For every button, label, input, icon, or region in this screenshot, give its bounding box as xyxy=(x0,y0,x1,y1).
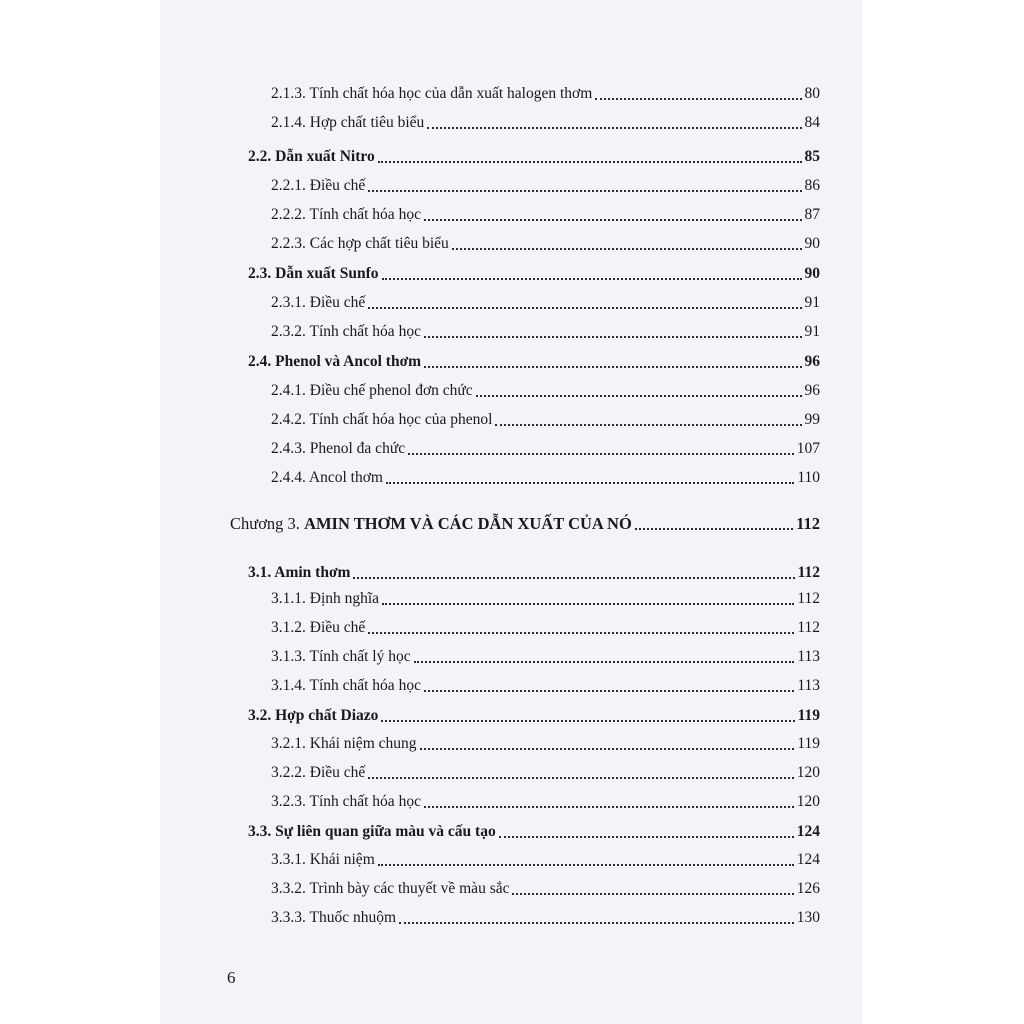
toc-entry-label: 2.2.2. Tính chất hóa học xyxy=(271,206,421,223)
toc-entry xyxy=(230,557,820,583)
dot-leader xyxy=(399,922,794,924)
toc-entry-label: 3.1.3. Tính chất lý học xyxy=(271,648,411,665)
toc-entry-label: 2.2.3. Các hợp chất tiêu biểu xyxy=(271,235,449,252)
toc-entry xyxy=(230,316,820,342)
dot-leader xyxy=(386,482,794,484)
toc-entry-page: 96 xyxy=(804,353,820,370)
toc-entry xyxy=(230,700,820,726)
toc-entry xyxy=(230,670,820,696)
toc-entry xyxy=(230,612,820,638)
dot-leader xyxy=(368,307,801,309)
toc-entry xyxy=(230,78,820,104)
toc-entry-page: 126 xyxy=(796,880,820,897)
toc-entry-label: 3.3. Sự liên quan giữa màu và cấu tạo xyxy=(248,823,496,840)
toc-entry-page: 80 xyxy=(804,85,820,102)
toc-entry-label: 2.3.1. Điều chế xyxy=(271,294,366,311)
dot-leader xyxy=(408,453,794,455)
toc-entry xyxy=(230,873,820,899)
toc-entry xyxy=(230,844,820,870)
toc-entry-label: 3.2.1. Khái niệm chung xyxy=(271,735,417,752)
dot-leader xyxy=(427,127,801,129)
toc-entry xyxy=(230,462,820,488)
toc-entry-label: 3.2. Hợp chất Diazo xyxy=(248,707,379,724)
toc-entry-page: 119 xyxy=(797,707,820,724)
toc-entry-page: 84 xyxy=(804,114,820,131)
toc-entry-page: 112 xyxy=(797,590,820,607)
toc-entry-label: 3.3.2. Trình bày các thuyết về màu sắc xyxy=(271,880,510,897)
toc-entry-page: 91 xyxy=(804,294,820,311)
toc-entry-page: 120 xyxy=(796,793,820,810)
toc-entry xyxy=(230,816,820,842)
dot-leader xyxy=(382,603,794,605)
toc-entry-label: 3.2.3. Tính chất hóa học xyxy=(271,793,421,810)
toc-entry-label: 3.2.2. Điều chế xyxy=(271,764,366,781)
dot-leader xyxy=(424,806,794,808)
dot-leader xyxy=(353,577,794,579)
toc-entry-label: 3.1.1. Định nghĩa xyxy=(271,590,380,607)
toc-entry xyxy=(230,258,820,284)
toc-entry-label: 3.1. Amin thơm xyxy=(248,564,351,581)
toc-entry-label: 2.2.1. Điều chế xyxy=(271,177,366,194)
toc-entry-page: 112 xyxy=(796,514,820,533)
toc-entry xyxy=(230,107,820,133)
dot-leader xyxy=(368,632,794,634)
toc-entry-page: 90 xyxy=(804,265,820,282)
dot-leader xyxy=(495,424,801,426)
toc-entry-page: 107 xyxy=(796,440,820,457)
toc-entry-label: 2.4.3. Phenol đa chức xyxy=(271,440,406,457)
dot-leader xyxy=(595,98,801,100)
toc-entry-page: 110 xyxy=(797,469,820,486)
dot-leader xyxy=(476,395,802,397)
dot-leader xyxy=(414,661,795,663)
toc-entry xyxy=(230,583,820,609)
dot-leader xyxy=(368,777,793,779)
toc-entry xyxy=(230,287,820,313)
toc-entry-page: 99 xyxy=(804,411,820,428)
toc-entry-label: 2.4.2. Tính chất hóa học của phenol xyxy=(271,411,493,428)
toc-entry-label: 2.1.3. Tính chất hóa học của dẫn xuất halogen thơm xyxy=(271,85,593,102)
dot-leader xyxy=(368,190,801,192)
toc-chapter-title: AMIN THƠM VÀ CÁC DẪN XUẤT CỦA NÓ xyxy=(304,514,632,533)
toc-entry-label: 2.4. Phenol và Ancol thơm xyxy=(248,353,422,370)
toc-entry-label: 2.4.1. Điều chế phenol đơn chức xyxy=(271,382,473,399)
toc-chapter-prefix: Chương 3. xyxy=(230,514,305,533)
dot-leader xyxy=(420,748,795,750)
toc-entry-label: 2.4.4. Ancol thơm xyxy=(271,469,383,486)
toc-entry-page: 119 xyxy=(797,735,820,752)
toc-entry-label: 3.3.3. Thuốc nhuộm xyxy=(271,909,396,926)
toc-entry-page: 85 xyxy=(804,148,820,165)
toc-entry-page: 112 xyxy=(797,564,820,581)
dot-leader xyxy=(378,864,794,866)
toc-entry xyxy=(230,199,820,225)
toc-entry-page: 90 xyxy=(804,235,820,252)
toc-entry-label xyxy=(230,514,633,534)
toc-entry xyxy=(230,170,820,196)
toc-entry-page: 91 xyxy=(804,323,820,340)
toc-entry xyxy=(230,508,820,534)
toc-entry xyxy=(230,902,820,928)
toc-entry-label: 2.1.4. Hợp chất tiêu biểu xyxy=(271,114,425,131)
dot-leader xyxy=(424,336,802,338)
toc-entry xyxy=(230,346,820,372)
toc-entry xyxy=(230,757,820,783)
toc-entry-page: 130 xyxy=(796,909,820,926)
dot-leader xyxy=(512,893,793,895)
toc-entry-page: 120 xyxy=(796,764,820,781)
toc-entry xyxy=(230,641,820,667)
dot-leader xyxy=(635,528,793,530)
page-number: 6 xyxy=(227,968,236,987)
dot-leader xyxy=(424,366,801,368)
toc-entry xyxy=(230,375,820,401)
toc-entry xyxy=(230,786,820,812)
toc-entry xyxy=(230,228,820,254)
toc-entry-page: 113 xyxy=(797,648,820,665)
dot-leader xyxy=(381,720,794,722)
toc-entry-label: 2.3. Dẫn xuất Sunfo xyxy=(248,265,379,282)
dot-leader xyxy=(424,219,802,221)
toc-entry-label: 3.1.4. Tính chất hóa học xyxy=(271,677,421,694)
dot-leader xyxy=(452,248,802,250)
toc-entry-page: 96 xyxy=(804,382,820,399)
toc-entry xyxy=(230,404,820,430)
toc-entry-page: 112 xyxy=(797,619,820,636)
toc-entry-page: 87 xyxy=(804,206,820,223)
toc-entry xyxy=(230,728,820,754)
toc-entry-label: 2.3.2. Tính chất hóa học xyxy=(271,323,421,340)
toc-entry-label: 3.3.1. Khái niệm xyxy=(271,851,375,868)
toc-entry-page: 124 xyxy=(796,823,820,840)
toc-entry-page: 86 xyxy=(804,177,820,194)
toc-entry xyxy=(230,433,820,459)
dot-leader xyxy=(378,161,802,163)
toc-entry-page: 113 xyxy=(797,677,820,694)
toc-entry xyxy=(230,141,820,167)
dot-leader xyxy=(424,690,794,692)
dot-leader xyxy=(382,278,802,280)
toc-entry-page: 124 xyxy=(796,851,820,868)
dot-leader xyxy=(499,836,794,838)
toc-entry-label: 2.2. Dẫn xuất Nitro xyxy=(248,148,375,165)
toc-entry-label: 3.1.2. Điều chế xyxy=(271,619,366,636)
